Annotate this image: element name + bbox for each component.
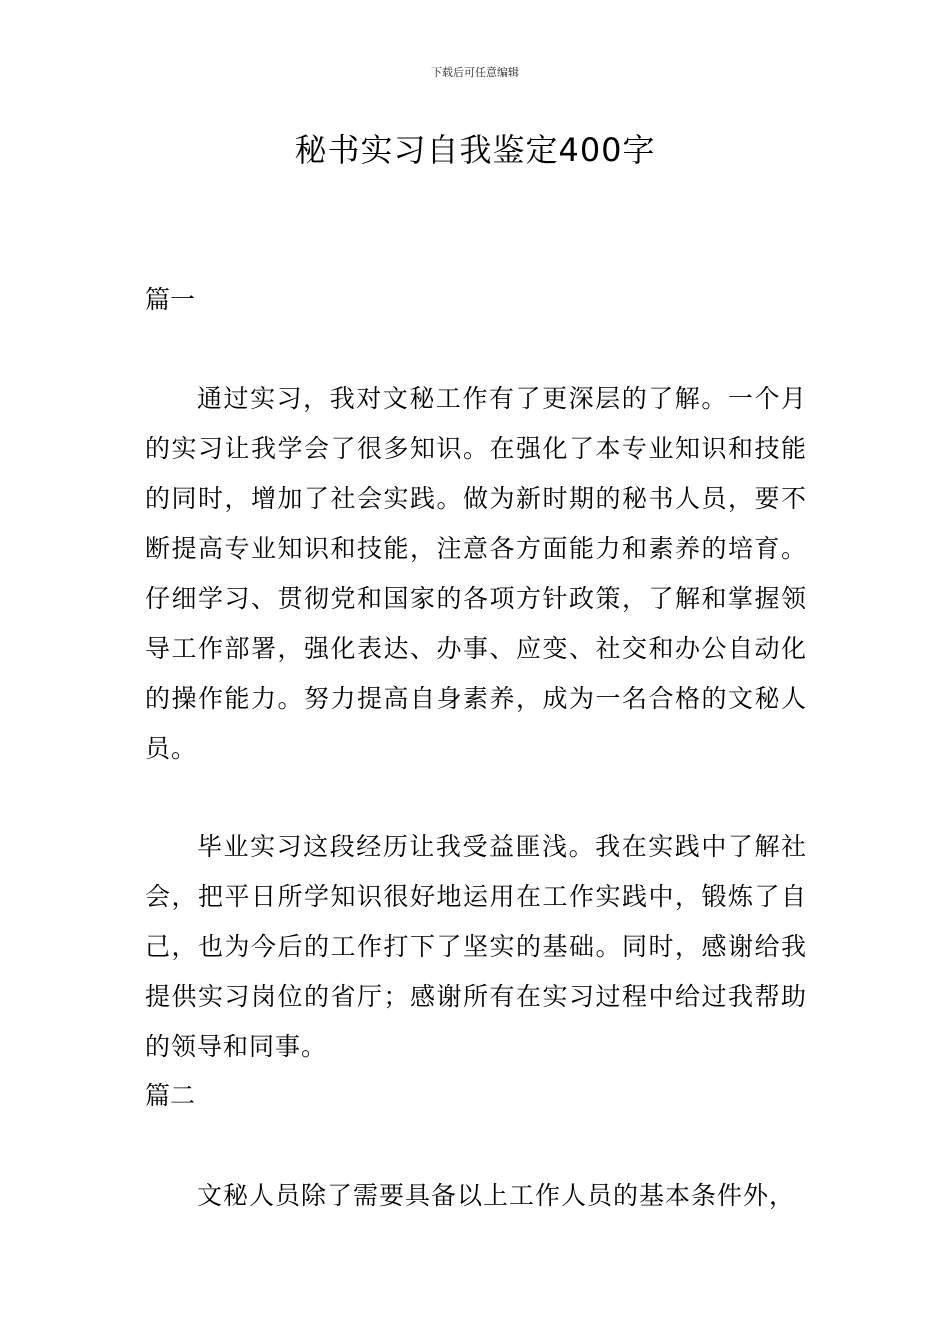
header-note: 下载后可任意编辑: [431, 66, 519, 79]
section-heading-1: 篇一: [145, 285, 196, 314]
paragraph-1: 通过实习，我对文秘工作有了更深层的了解。一个月的实习让我学会了很多知识。在强化了本专业知识和技能的同时，增加了社会实践。做为新时期的秘书人员，要不断提高专业知识和技能，注意各方面能力和素养的培育。仔细学习、贯彻党和国家的各项方针政策，了解和掌握领导工作部署，强化表达、办事、应变、社交和办公自动化的操作能力。努力提高自身素养，成为一名合格的文秘人员。: [145, 384, 807, 763]
paragraph-2: 毕业实习这段经历让我受益匪浅。我在实践中了解社会，把平日所学知识很好地运用在工作实践中，锻炼了自己，也为今后的工作打下了坚实的基础。同时，感谢给我提供实习岗位的省厅；感谢所有在实习过程中给过我帮助的领导和同事。: [145, 832, 807, 1061]
section-heading-2: 篇二: [145, 1081, 196, 1110]
document-title: 秘书实习自我鉴定400字: [294, 131, 656, 169]
paragraph-3: 文秘人员除了需要具备以上工作人员的基本条件外，: [197, 1181, 796, 1210]
